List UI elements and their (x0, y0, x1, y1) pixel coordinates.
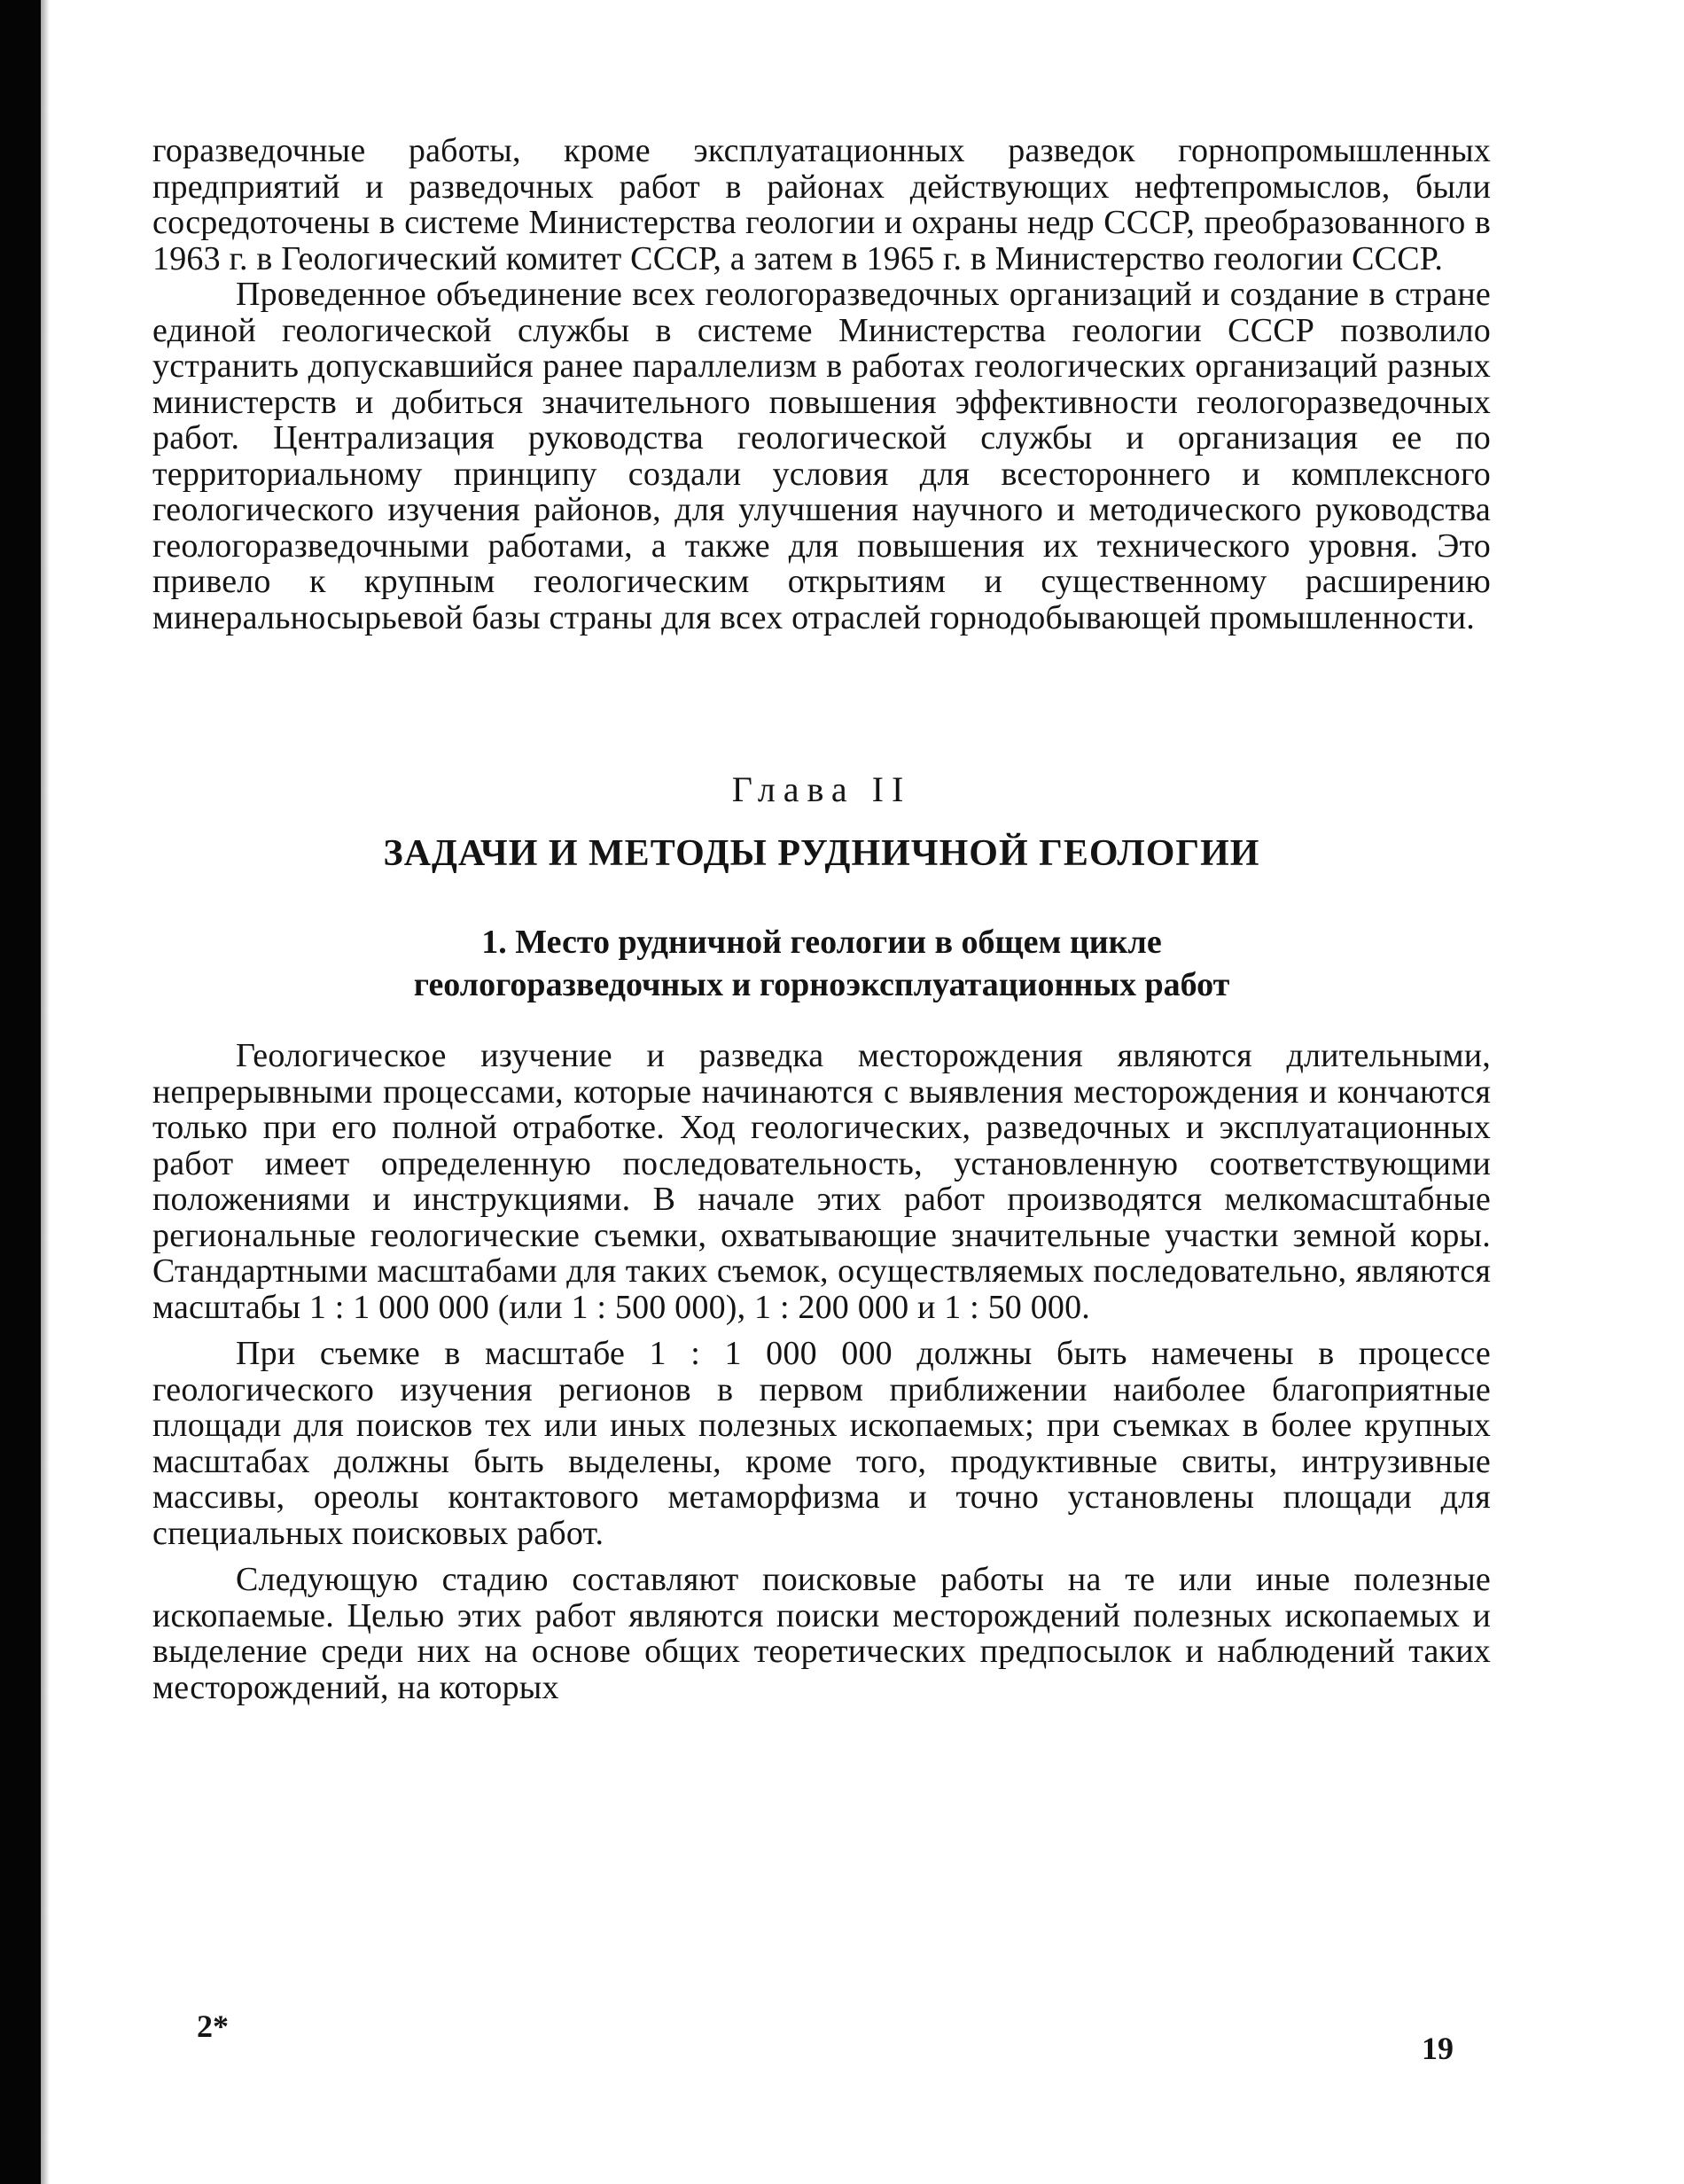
section-heading (152, 921, 1491, 1006)
paragraph-study-process: Геологическое изучение и разведка месторождения являются длительными, непрерывными процессами, которые начинаются с выявления месторождения и кончаются только при его полной отработке. Ход геологических, разведочных и эксплуатационных работ имеет определенную последовательность, установленную соответствующими положениями и инструкциями. В начале этих работ производятся мелкомасштабные региональные геологические съемки, охватывающие значительные участки земной коры. Стандартными масштабами для таких съемок, осуществляемых последовательно, являются масштабы 1 : 1 000 000 (или 1 : 500 000), 1 : 200 000 и 1 : 50 000. (152, 1037, 1491, 1326)
chapter-label: Глава II (731, 769, 912, 809)
paragraph-mapping-scale: При съемке в масштабе 1 : 1 000 000 должны быть намечены в процессе геологического изучения регионов в первом приближении наиболее благоприятные площади для поисков тех или иных полезных ископаемых; при съемках в более крупных масштабах должны быть выделены, кроме того, продуктивные свиты, интрузивные массивы, ореолы контактового метаморфизма и точно установлены площади для специальных поисковых работ. (152, 1335, 1491, 1552)
signature-mark: 2* (197, 2008, 229, 2044)
section-heading-line-2: геологоразведочных и горноэксплуатационных работ (413, 966, 1230, 1003)
paragraph-prospecting: Следующую стадию составляют поисковые работы на те или иные полезные ископаемые. Целью этих работ являются поиски месторождений полезных ископаемых и выделение среди них на основе общих теоретических предпосылок и наблюдений таких месторождений, на которых (152, 1561, 1491, 1706)
paragraph-continuation: горазведочные работы, кроме эксплуатационных разведок горнопромышленных предприятий и разведочных работ в районах действующих нефтепромыслов, были сосредоточены в системе Министерства геологии и охраны недр СССР, преобразованного в 1963 г. в Геологический комитет СССР, а затем в 1965 г. в Министерство геологии СССР. (152, 132, 1491, 277)
book-page (152, 133, 1491, 1705)
section-heading-line-1: 1. Место рудничной геологии в общем цикле (481, 924, 1162, 961)
paragraph-geological-service: Проведенное объединение всех геологоразведочных организаций и создание в стране единой геологической службы в системе Министерства геологии СССР позволило устранить допускавшийся ранее параллелизм в работах геологических организаций разных министерств и добиться значительного повышения эффективности геологоразведочных работ. Централизация руководства геологической службы и организация ее по территориальному принципу создали условия для всестороннего и комплексного геологического изучения районов, для улучшения научного и методического руководства геологоразведочными работами, а также для повышения их технического уровня. Это привело к крупным геологическим открытиям и существенному расширению минеральносырьевой базы страны для всех отраслей горнодобывающей промышленности. (152, 276, 1491, 636)
page-number: 19 (1422, 2031, 1454, 2066)
book-binding-edge (0, 0, 41, 2184)
chapter-title: ЗАДАЧИ И МЕТОДЫ РУДНИЧНОЙ ГЕОЛОГИИ (383, 833, 1260, 874)
